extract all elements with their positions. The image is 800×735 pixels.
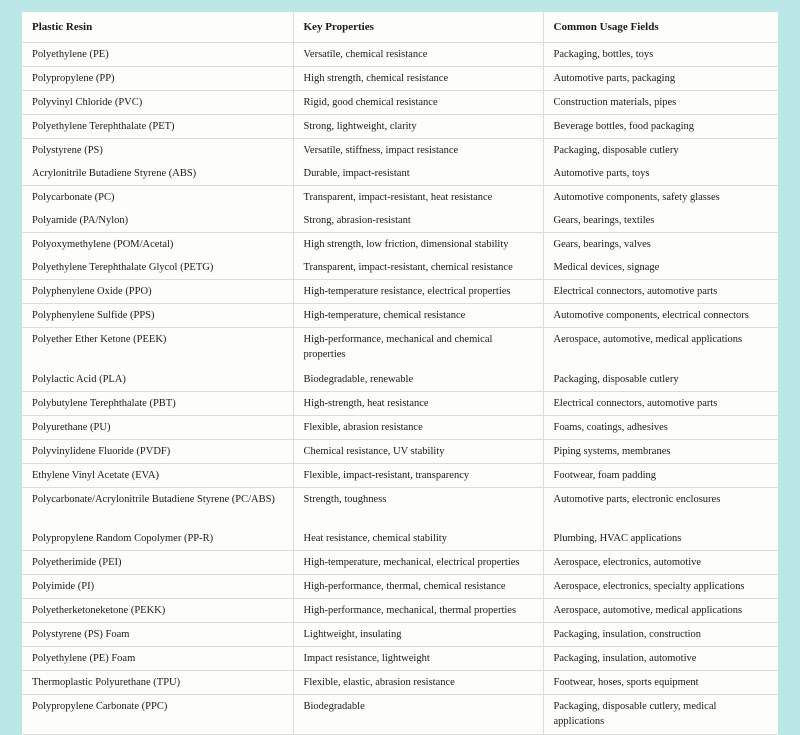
resin-name-cell: Polycarbonate (PC) — [22, 186, 293, 210]
common-usage-cell: Packaging, insulation, automotive — [543, 647, 778, 671]
table-row — [22, 551, 778, 575]
common-usage-cell: Beverage bottles, food packaging — [543, 115, 778, 139]
table-row — [22, 439, 778, 463]
table-row — [22, 304, 778, 328]
common-usage-cell: Packaging, bottles, toys — [543, 43, 778, 67]
resin-name-cell: Polybutylene Terephthalate (PBT) — [22, 391, 293, 415]
common-usage-cell: Packaging, disposable cutlery, medical applications — [543, 695, 778, 735]
resin-name-cell: Polyoxymethylene (POM/Acetal) — [22, 233, 293, 257]
table-row — [22, 487, 778, 527]
key-properties-cell: Flexible, impact-resistant, transparency — [293, 463, 543, 487]
common-usage-cell: Aerospace, automotive, medical applications — [553, 334, 743, 345]
key-properties-cell: Lightweight, insulating — [293, 623, 543, 647]
key-properties-cell: Flexible, elastic, abrasion resistance — [293, 671, 543, 695]
resin-name-cell: Thermoplastic Polyurethane (TPU) — [22, 671, 293, 695]
common-usage-cell: Construction materials, pipes — [543, 91, 778, 115]
resin-name-cell: Polypropylene Random Copolymer (PP-R) — [22, 527, 293, 551]
resin-name-cell: Polyamide (PA/Nylon) — [22, 209, 293, 233]
common-usage-cell: Foams, coatings, adhesives — [543, 415, 778, 439]
resin-name-cell: Polystyrene (PS) Foam — [22, 623, 293, 647]
resin-name-cell: Polyurethane (PU) — [22, 415, 293, 439]
resin-name-cell: Polyphenylene Sulfide (PPS) — [22, 304, 293, 328]
resin-name-cell: Polyether Ether Ketone (PEEK) — [22, 328, 293, 368]
key-properties-cell: Biodegradable, renewable — [293, 368, 543, 392]
resin-name-cell: Polyethylene (PE) Foam — [22, 647, 293, 671]
common-usage-cell: Automotive parts, packaging — [543, 67, 778, 91]
column-header-plastic-resin: Plastic Resin — [22, 12, 293, 43]
common-usage-cell: Automotive parts, toys — [543, 162, 778, 186]
table-row — [22, 256, 778, 280]
table-row — [22, 233, 778, 257]
key-properties-cell: High-temperature, chemical resistance — [293, 304, 543, 328]
common-usage-cell: Electrical connectors, automotive parts — [543, 391, 778, 415]
table-row — [22, 280, 778, 304]
key-properties-cell: High strength, low friction, dimensional stability — [293, 233, 543, 257]
table-row — [22, 599, 778, 623]
resin-name-cell: Polyimide (PI) — [22, 575, 293, 599]
common-usage-cell: Electrical connectors, automotive parts — [543, 280, 778, 304]
resin-name-cell: Polyphenylene Oxide (PPO) — [22, 280, 293, 304]
table-row — [22, 91, 778, 115]
table-row — [22, 463, 778, 487]
common-usage-cell: Packaging, disposable cutlery — [553, 145, 679, 156]
table-row — [22, 115, 778, 139]
table-row — [22, 209, 778, 233]
key-properties-cell: Chemical resistance, UV stability — [293, 439, 543, 463]
resin-name-cell: Acrylonitrile Butadiene Styrene (ABS) — [22, 162, 293, 186]
resin-name-cell: Polylactic Acid (PLA) — [22, 368, 293, 392]
common-usage-cell: Footwear, hoses, sports equipment — [543, 671, 778, 695]
common-usage-cell: Packaging, disposable cutlery — [543, 368, 778, 392]
common-usage-cell: Gears, bearings, textiles — [543, 209, 778, 233]
table-row — [22, 328, 778, 368]
resin-name-cell: Polyethylene Terephthalate Glycol (PETG) — [22, 256, 293, 280]
common-usage-cell: Automotive parts, electronic enclosures — [553, 493, 721, 505]
key-properties-cell: Versatile, chemical resistance — [293, 43, 543, 67]
resin-name-cell: Polyethylene (PE) — [22, 43, 293, 67]
table-row — [22, 139, 778, 163]
table-row — [22, 368, 778, 392]
resin-name-cell: Polyetherimide (PEI) — [22, 551, 293, 575]
plastic-resin-table-container — [22, 12, 778, 727]
key-properties-cell: Versatile, stiffness, impact resistance — [293, 139, 543, 163]
table-row — [22, 695, 778, 735]
key-properties-cell: Transparent, impact-resistant, heat resistance — [293, 186, 543, 210]
key-properties-cell: High-performance, thermal, chemical resistance — [293, 575, 543, 599]
resin-name-cell: Polystyrene (PS) — [22, 139, 293, 163]
common-usage-cell: Aerospace, electronics, automotive — [543, 551, 778, 575]
key-properties-cell: High-temperature, mechanical, electrical properties — [293, 551, 543, 575]
table-row — [22, 162, 778, 186]
table-header — [22, 12, 778, 43]
common-usage-cell: Plumbing, HVAC applications — [543, 527, 778, 551]
key-properties-cell: Rigid, good chemical resistance — [293, 91, 543, 115]
common-usage-cell: Packaging, insulation, construction — [543, 623, 778, 647]
key-properties-cell: Durable, impact-resistant — [293, 162, 543, 186]
key-properties-cell: Transparent, impact-resistant, chemical resistance — [293, 256, 543, 280]
key-properties-cell: Flexible, abrasion resistance — [293, 415, 543, 439]
resin-name-cell: Ethylene Vinyl Acetate (EVA) — [22, 463, 293, 487]
key-properties-cell: High-strength, heat resistance — [293, 391, 543, 415]
key-properties-cell: High-temperature resistance, electrical properties — [293, 280, 543, 304]
resin-name-cell: Polyvinyl Chloride (PVC) — [22, 91, 293, 115]
table-row — [22, 575, 778, 599]
common-usage-cell: Footwear, foam padding — [543, 463, 778, 487]
common-usage-cell: Gears, bearings, valves — [553, 239, 651, 250]
key-properties-cell: Strength, toughness — [293, 487, 543, 527]
common-usage-cell: Automotive components, safety glasses — [553, 192, 720, 203]
table-row — [22, 415, 778, 439]
table-header-row — [22, 12, 778, 43]
table-row — [22, 67, 778, 91]
common-usage-cell: Piping systems, membranes — [543, 439, 778, 463]
column-header-common-usage-fields: Common Usage Fields — [543, 12, 778, 43]
table-row — [22, 391, 778, 415]
common-usage-cell: Aerospace, automotive, medical applications — [543, 599, 778, 623]
key-properties-cell: Strong, lightweight, clarity — [293, 115, 543, 139]
key-properties-cell: Impact resistance, lightweight — [293, 647, 543, 671]
table-row — [22, 647, 778, 671]
table-body — [22, 43, 778, 735]
table-row — [22, 623, 778, 647]
plastic-resin-table — [22, 12, 778, 735]
table-row — [22, 186, 778, 210]
key-properties-cell: High-performance, mechanical, thermal properties — [293, 599, 543, 623]
resin-name-cell: Polycarbonate/Acrylonitrile Butadiene Styrene (PC/ABS) — [22, 487, 293, 527]
resin-name-cell: Polyvinylidene Fluoride (PVDF) — [22, 439, 293, 463]
key-properties-cell: High strength, chemical resistance — [293, 67, 543, 91]
resin-name-cell: Polyethylene Terephthalate (PET) — [22, 115, 293, 139]
key-properties-cell: High-performance, mechanical and chemical properties — [293, 328, 543, 368]
table-row — [22, 527, 778, 551]
table-row — [22, 43, 778, 67]
key-properties-cell: Biodegradable — [293, 695, 543, 735]
key-properties-cell: Strong, abrasion-resistant — [293, 209, 543, 233]
resin-name-cell: Polypropylene (PP) — [22, 67, 293, 91]
resin-name-cell: Polypropylene Carbonate (PPC) — [22, 695, 293, 735]
key-properties-cell: Heat resistance, chemical stability — [293, 527, 543, 551]
common-usage-cell: Automotive components, electrical connectors — [543, 304, 778, 328]
common-usage-cell: Medical devices, signage — [543, 256, 778, 280]
resin-name-cell: Polyetherketoneketone (PEKK) — [22, 599, 293, 623]
common-usage-cell: Aerospace, electronics, specialty applications — [543, 575, 778, 599]
column-header-key-properties: Key Properties — [293, 12, 543, 43]
table-row — [22, 671, 778, 695]
